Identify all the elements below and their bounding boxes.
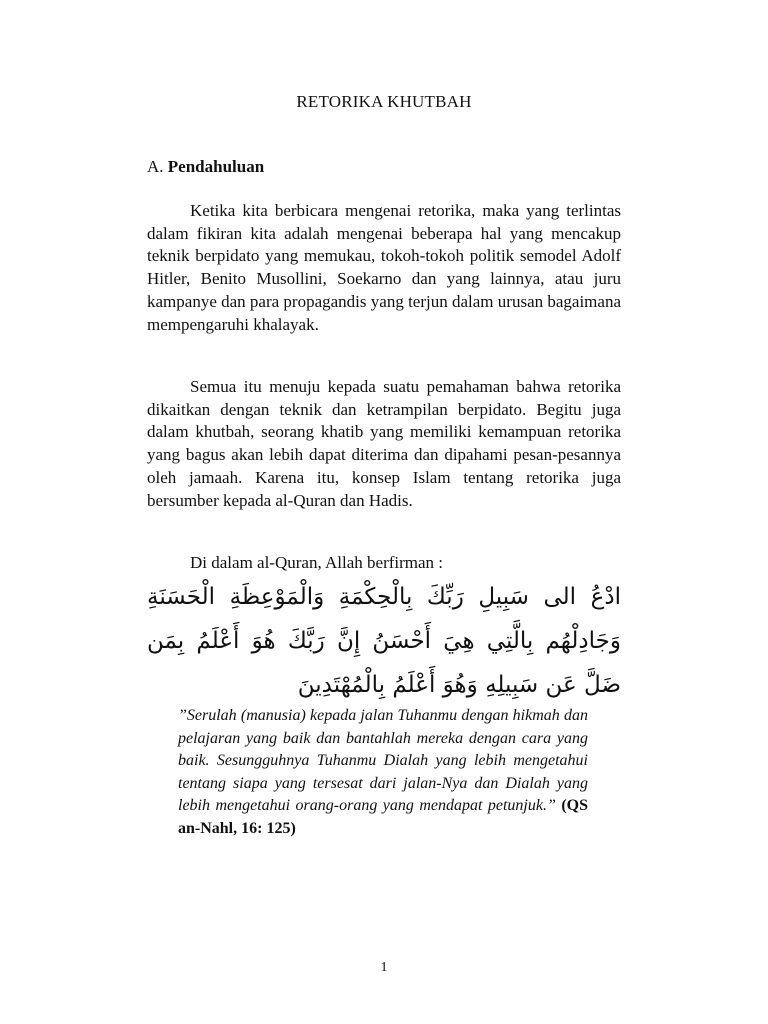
- section-title: Pendahuluan: [167, 157, 265, 176]
- verse-translation: [178, 705, 588, 840]
- section-heading: [147, 157, 264, 177]
- page-number: 1: [380, 960, 388, 975]
- document-title: RETORIKA KHUTBAH: [296, 92, 472, 111]
- section-letter: A.: [147, 157, 164, 176]
- verse-citation: (QS an-Nahl, 16: 125): [178, 797, 588, 837]
- translation-text: ”Serulah (manusia) kepada jalan Tuhanmu dengan hikmah dan pelajaran yang baik dan bantahlah mereka dengan cara yang baik. Sesungguhnya Tuhanmu Dialah yang lebih mengetahui tentang siapa yang tersesat dari jalan-Nya dan Dialah yang lebih mengetahui orang-orang yang mendapat petunjuk.”: [178, 707, 588, 814]
- verse-intro: Di dalam al-Quran, Allah berfirman :: [190, 553, 444, 572]
- arabic-verse: ادْعُ الى سَبِيلِ رَبِّكَ بِالْحِكْمَةِ وَالْمَوْعِظَةِ الْحَسَنَةِ وَجَادِلْهُم بِالَّتِي هِيَ أَحْسَنُ إِنَّ رَبَّكَ هُوَ أَعْلَمُ بِمَن ضَلَّ عَن سَبِيلِهِ وَهُوَ أَعْلَمُ بِالْمُهْتَدِينَ: [147, 584, 621, 698]
- paragraph-1: Ketika kita berbicara mengenai retorika, maka yang terlintas dalam fikiran kita adalah mengenai beberapa hal yang mencakup teknik berpidato yang memukau, tokoh-tokoh politik semodel Adolf Hitler, Benito Musollini, Soekarno dan yang lainnya, atau juru kampanye dan para propagandis yang terjun dalam urusan bagaimana mempengaruhi khalayak.: [147, 201, 621, 334]
- paragraph-2: Semua itu menuju kepada suatu pemahaman bahwa retorika dikaitkan dengan teknik dan ketrampilan berpidato. Begitu juga dalam khutbah, seorang khatib yang memiliki kemampuan retorika yang bagus akan lebih dapat diterima dan dipahami pesan-pesannya oleh jamaah. Karena itu, konsep Islam tentang retorika juga bersumber kepada al-Quran dan Hadis.: [147, 377, 621, 510]
